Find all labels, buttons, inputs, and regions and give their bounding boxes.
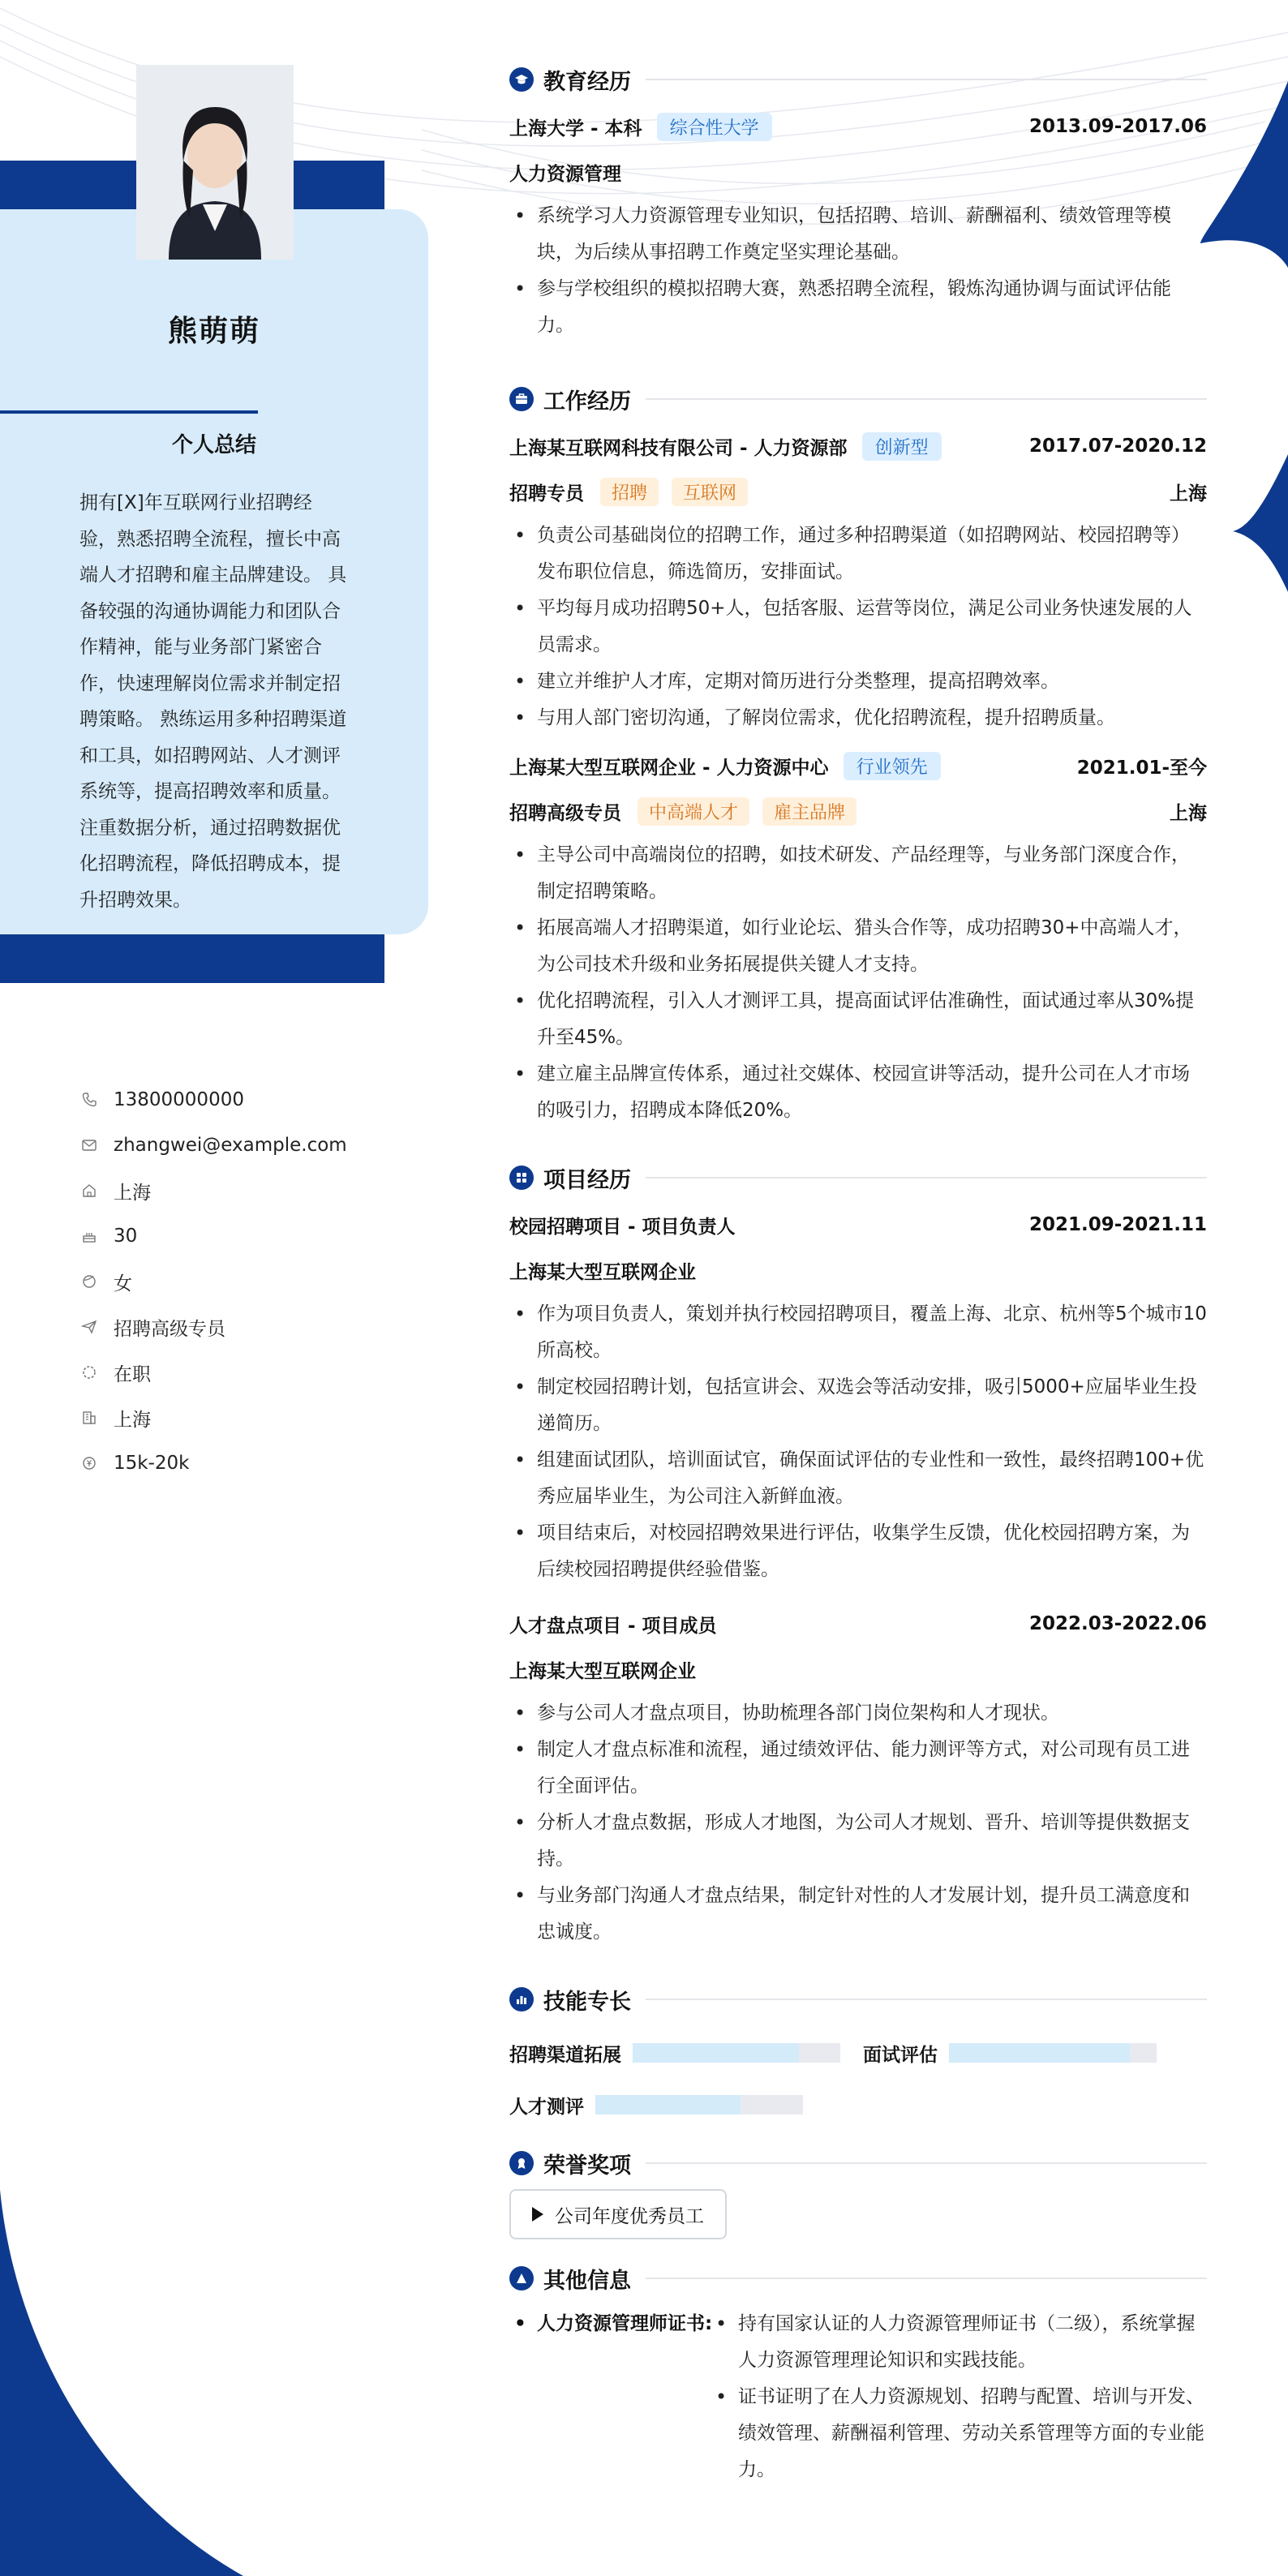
- list-item: • 分析人才盘点数据，形成人才地图，为公司人才规划、晋升、培训等提供数据支持。: [509, 1805, 1207, 1878]
- contact-city: 上海: [81, 1395, 347, 1440]
- role-tag: 互联网: [672, 478, 748, 506]
- major-name: 人力资源管理: [509, 163, 621, 185]
- work-header: [509, 383, 1207, 415]
- list-item: • 参与学校组织的模拟招聘大赛，熟悉招聘全流程，锻炼沟通协调与面试评估能力。: [509, 271, 1207, 344]
- list-item: • 拓展高端人才招聘渠道，如行业论坛、猎头合作等，成功招聘30+中高端人才，为公司技术升级和业务拓展提供关键人才支持。: [509, 910, 1207, 983]
- job-city: 上海: [1170, 802, 1207, 824]
- section-divider: [646, 79, 1207, 80]
- skill-bar: [633, 2043, 840, 2063]
- contact-salary: 15k-20k: [81, 1440, 347, 1486]
- person-name: 熊萌萌: [167, 315, 260, 348]
- skills-list: [509, 2027, 1207, 2131]
- other-info: [509, 2306, 1207, 2488]
- role-tag: 招聘: [600, 478, 659, 506]
- projects-header: [509, 1161, 1207, 1194]
- list-item: • 制定校园招聘计划，包括宣讲会、双选会等活动安排，吸引5000+应届毕业生投递简历。: [509, 1369, 1207, 1442]
- certificate-bullets: [711, 2306, 1207, 2488]
- summary-text: 拥有[X]年互联网行业招聘经验，熟悉招聘全流程，擅长中高端人才招聘和雇主品牌建设。 具备较强的沟通协调能力和团队合作精神，能与业务部门紧密合作，快速理解岗位需求并制定招聘策略。 熟练运用多种招聘渠道和工具，如招聘网站、人才测评系统等，提高招聘效率和质量。 注重数据分析，通过招聘数据优化招聘流程，降低招聘成本，提升招聘效果。: [79, 492, 347, 911]
- job-bullets: [509, 837, 1207, 1129]
- honors-header: [509, 2147, 1207, 2179]
- job-role: 招聘专员: [509, 483, 584, 504]
- building-icon: [81, 1410, 114, 1426]
- contact-phone: 13800000000: [81, 1077, 347, 1123]
- list-item: • 与用人部门密切沟通，了解岗位需求，优化招聘流程，提升招聘质量。: [509, 700, 1207, 736]
- list-item: • 组建面试团队，培训面试官，确保面试评估的专业性和一致性，最终招聘100+优秀应届毕业生，为公司注入新鲜血液。: [509, 1442, 1207, 1515]
- role-tag: 雇主品牌: [762, 797, 857, 826]
- job-header: [509, 430, 1207, 462]
- award-icon: [509, 2151, 534, 2175]
- projects-section: [509, 1161, 1207, 1951]
- home-icon: [81, 1183, 114, 1199]
- mail-icon: [81, 1137, 114, 1153]
- skill-item: [509, 2040, 840, 2067]
- section-divider: [646, 2162, 1207, 2164]
- company-tag: 行业领先: [844, 752, 941, 780]
- project-header: [509, 1608, 1207, 1640]
- list-item: • 证书证明了在人力资源规划、招聘与配置、培训与开发、绩效管理、薪酬福利管理、劳动关系管理等方面的专业能力。: [711, 2379, 1207, 2488]
- company-name: 上海某互联网科技有限公司 - 人力资源部: [509, 437, 848, 459]
- list-item: • 系统学习人力资源管理专业知识，包括招聘、培训、薪酬福利、绩效管理等模块，为后续从事招聘工作奠定坚实理论基础。: [509, 198, 1207, 271]
- project-org-row: [509, 1653, 1207, 1685]
- main-content: [509, 63, 1207, 2488]
- section-title: 荣誉奖项: [543, 2153, 631, 2179]
- job-role-row: [509, 475, 1207, 508]
- education-bullets: [509, 198, 1207, 344]
- section-title: 其他信息: [543, 2268, 631, 2294]
- skill-label: 面试评估: [863, 2044, 938, 2066]
- cake-icon: [81, 1228, 114, 1244]
- contact-position: 招聘高级专员: [81, 1304, 347, 1350]
- graduation-cap-icon: [509, 67, 534, 92]
- section-divider: [646, 1177, 1207, 1179]
- list-item: • 建立并维护人才库，定期对简历进行分类整理，提高招聘效率。: [509, 663, 1207, 700]
- list-item: • 建立雇主品牌宣传体系，通过社交媒体、校园宣讲等活动，提升公司在人才市场的吸引力，招聘成本降低20%。: [509, 1056, 1207, 1129]
- contact-gender: 女: [81, 1259, 347, 1304]
- project-name: 校园招聘项目 - 项目负责人: [509, 1216, 736, 1238]
- honors-section: [509, 2147, 1207, 2239]
- skills-section: [509, 1983, 1207, 2131]
- info-icon: [509, 2266, 534, 2290]
- project-org: 上海某大型互联网企业: [509, 1261, 696, 1283]
- contact-list: [81, 1077, 347, 1486]
- list-item: • 与业务部门沟通人才盘点结果，制定针对性的人才发展计划，提升员工满意度和忠诚度。: [509, 1878, 1207, 1951]
- skill-bar: [595, 2095, 803, 2114]
- company-name: 上海某大型互联网企业 - 人力资源中心: [509, 757, 829, 779]
- list-item: • 负责公司基础岗位的招聘工作，通过多种招聘渠道（如招聘网站、校园招聘等）发布职位信息，筛选简历，安排面试。: [509, 517, 1207, 590]
- job-city: 上海: [1170, 483, 1207, 504]
- work-section: [509, 383, 1207, 1129]
- company-tag: 创新型: [862, 432, 942, 461]
- skill-label: 人才测评: [509, 2096, 584, 2118]
- job-role-row: [509, 795, 1207, 827]
- contact-email: zhangwei@example.com: [81, 1123, 347, 1168]
- skill-item: [863, 2040, 1157, 2067]
- list-item: • 主导公司中高端岗位的招聘，如技术研发、产品经理等，与业务部门深度合作，制定招聘策略。: [509, 837, 1207, 910]
- other-header: [509, 2262, 1207, 2295]
- list-item: • 项目结束后，对校园招聘效果进行评估，收集学生反馈，优化校园招聘方案，为后续校园招聘提供经验借鉴。: [509, 1515, 1207, 1588]
- grid-icon: [509, 1166, 534, 1190]
- contact-age: 30: [81, 1213, 347, 1259]
- job-role: 招聘高级专员: [509, 802, 621, 824]
- send-icon: [81, 1319, 114, 1335]
- list-item: • 平均每月成功招聘50+人，包括客服、运营等岗位，满足公司业务快速发展的人员需求。: [509, 590, 1207, 663]
- education-date: 2013.09-2017.06: [1028, 116, 1207, 137]
- other-section: [509, 2262, 1207, 2488]
- list-item: • 优化招聘流程，引入人才测评工具，提高面试评估准确性，面试通过率从30%提升至45%。: [509, 983, 1207, 1056]
- role-tag: 中高端人才: [638, 797, 749, 826]
- skills-header: [509, 1983, 1207, 2016]
- project-org: 上海某大型互联网企业: [509, 1660, 696, 1682]
- play-icon: [532, 2207, 543, 2222]
- list-item: • 参与公司人才盘点项目，协助梳理各部门岗位架构和人才现状。: [509, 1695, 1207, 1732]
- gender-icon: [81, 1273, 114, 1290]
- name-divider: [0, 410, 258, 414]
- award-item[interactable]: [509, 2189, 727, 2239]
- profile-photo: [136, 65, 294, 260]
- project-bullets: [509, 1296, 1207, 1588]
- skill-fill: [633, 2043, 799, 2063]
- status-icon: [81, 1364, 114, 1380]
- summary-title: 个人总结: [171, 433, 256, 457]
- education-header: [509, 63, 1207, 96]
- certificate-label: • 人力资源管理师证书:: [509, 2306, 711, 2488]
- award-label: 公司年度优秀员工: [555, 2205, 704, 2227]
- education-section: [509, 63, 1207, 344]
- skill-fill: [595, 2095, 741, 2114]
- section-title: 项目经历: [543, 1167, 631, 1193]
- job-header: [509, 749, 1207, 782]
- school-tag: 综合性大学: [657, 113, 772, 141]
- section-title: 技能专长: [543, 1989, 631, 2015]
- project-header: [509, 1209, 1207, 1241]
- phone-icon: [81, 1092, 114, 1108]
- salary-icon: [81, 1455, 114, 1471]
- list-item: • 持有国家认证的人力资源管理师证书（二级），系统掌握人力资源管理理论知识和实践技能。: [711, 2306, 1207, 2379]
- skill-bar: [949, 2043, 1157, 2063]
- skill-item: [509, 2092, 803, 2119]
- section-title: 工作经历: [543, 389, 631, 414]
- contact-status: 在职: [81, 1350, 347, 1395]
- briefcase-icon: [509, 387, 534, 411]
- section-title: 教育经历: [543, 69, 631, 95]
- list-item: • 制定人才盘点标准和流程，通过绩效评估、能力测评等方式，对公司现有员工进行全面评估。: [509, 1732, 1207, 1805]
- project-date: 2021.09-2021.11: [1028, 1214, 1207, 1235]
- major-row: [509, 156, 1207, 188]
- project-bullets: [509, 1695, 1207, 1951]
- job-date: 2021.01-至今: [1076, 757, 1207, 779]
- bar-chart-icon: [509, 1987, 534, 2011]
- project-name: 人才盘点项目 - 项目成员: [509, 1615, 717, 1637]
- project-date: 2022.03-2022.06: [1028, 1613, 1207, 1634]
- list-item: • 作为项目负责人，策划并执行校园招聘项目，覆盖上海、北京、杭州等5个城市10所高校。: [509, 1296, 1207, 1369]
- contact-address: 上海: [81, 1168, 347, 1213]
- job-date: 2017.07-2020.12: [1028, 436, 1207, 457]
- section-divider: [646, 1999, 1207, 2000]
- job-bullets: [509, 517, 1207, 736]
- section-divider: [646, 2278, 1207, 2279]
- skill-fill: [949, 2043, 1130, 2063]
- skill-label: 招聘渠道拓展: [509, 2044, 621, 2066]
- school-name: 上海大学 - 本科: [509, 118, 642, 140]
- education-row: [509, 110, 1207, 143]
- project-org-row: [509, 1254, 1207, 1286]
- section-divider: [646, 398, 1207, 400]
